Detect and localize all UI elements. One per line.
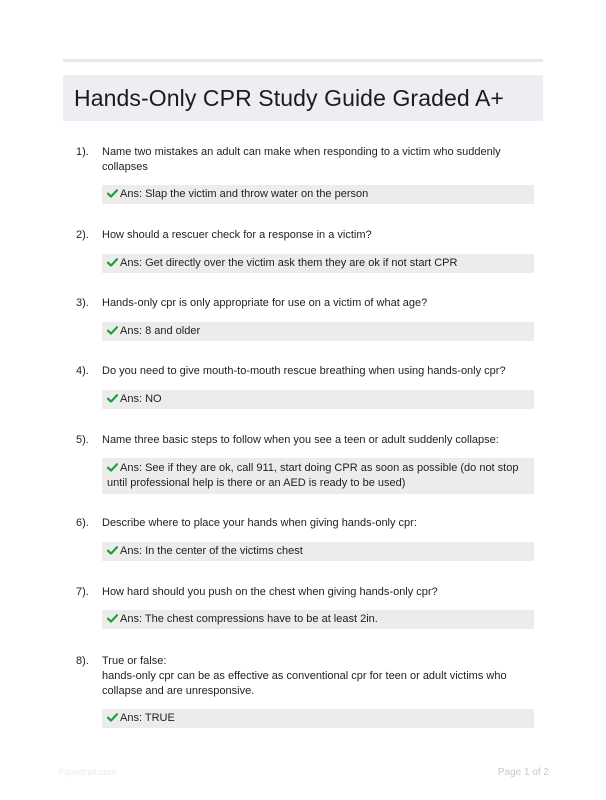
answer-text: Ans: See if they are ok, call 911, start doing CPR as soon as possible (do not stop until professional help is there or an AED is ready to be used): [107, 462, 519, 489]
question-number: 1).: [76, 146, 89, 158]
answer-box: [102, 458, 534, 494]
question-number: 3).: [76, 297, 89, 309]
question-number: 7).: [76, 586, 89, 598]
question-text: Describe where to place your hands when giving hands-only cpr:: [102, 517, 417, 529]
check-icon: [107, 189, 118, 198]
question-text: Name three basic steps to follow when you see a teen or adult suddenly collapse:: [102, 434, 499, 446]
question-text: Name two mistakes an adult can make when responding to a victim who suddenly collapses: [102, 146, 501, 173]
check-icon: [107, 546, 118, 555]
page-indicator: Page 1 of 2: [497, 767, 549, 778]
answer-box: [102, 542, 534, 561]
question-text: Do you need to give mouth-to-mouth rescue breathing when using hands-only cpr?: [102, 365, 506, 377]
top-divider: [63, 59, 543, 62]
answer-text: Ans: NO: [120, 393, 162, 405]
check-icon: [107, 463, 118, 472]
answer-text: Ans: Get directly over the victim ask them they are ok if not start CPR: [120, 257, 458, 269]
question-text: How should a rescuer check for a response in a victim?: [102, 229, 372, 241]
check-icon: [107, 326, 118, 335]
answer-box: [102, 610, 534, 629]
check-icon: [107, 394, 118, 403]
footer-watermark: Papertrail.com: [58, 767, 117, 777]
check-icon: [107, 614, 118, 623]
answer-box: [102, 322, 534, 341]
question-text-line-2: hands-only cpr can be as effective as conventional cpr for teen or adult victims who collapse and are unresponsive.: [102, 670, 507, 697]
check-icon: [107, 258, 118, 267]
title-banner: [63, 75, 543, 121]
question-number: 2).: [76, 229, 89, 241]
answer-box: [102, 185, 534, 204]
question-text: Hands-only cpr is only appropriate for use on a victim of what age?: [102, 297, 428, 309]
check-icon: [107, 713, 118, 722]
answer-text: Ans: Slap the victim and throw water on the person: [120, 188, 369, 200]
question-number: 5).: [76, 434, 89, 446]
answer-text: Ans: 8 and older: [120, 325, 201, 337]
answer-box: [102, 390, 534, 409]
answer-box: [102, 254, 534, 273]
page-title: Hands-Only CPR Study Guide Graded A+: [74, 84, 504, 111]
question-number: 8).: [76, 655, 89, 667]
answer-text: Ans: In the center of the victims chest: [120, 545, 303, 557]
answer-text: Ans: The chest compressions have to be at least 2in.: [120, 613, 378, 625]
question-text-line-1: True or false:: [102, 655, 167, 667]
question-number: 6).: [76, 517, 89, 529]
answer-text: Ans: TRUE: [120, 712, 175, 724]
question-text: [102, 654, 507, 699]
answer-box: [102, 709, 534, 728]
question-text: How hard should you push on the chest when giving hands-only cpr?: [102, 586, 438, 598]
question-number: 4).: [76, 365, 89, 377]
